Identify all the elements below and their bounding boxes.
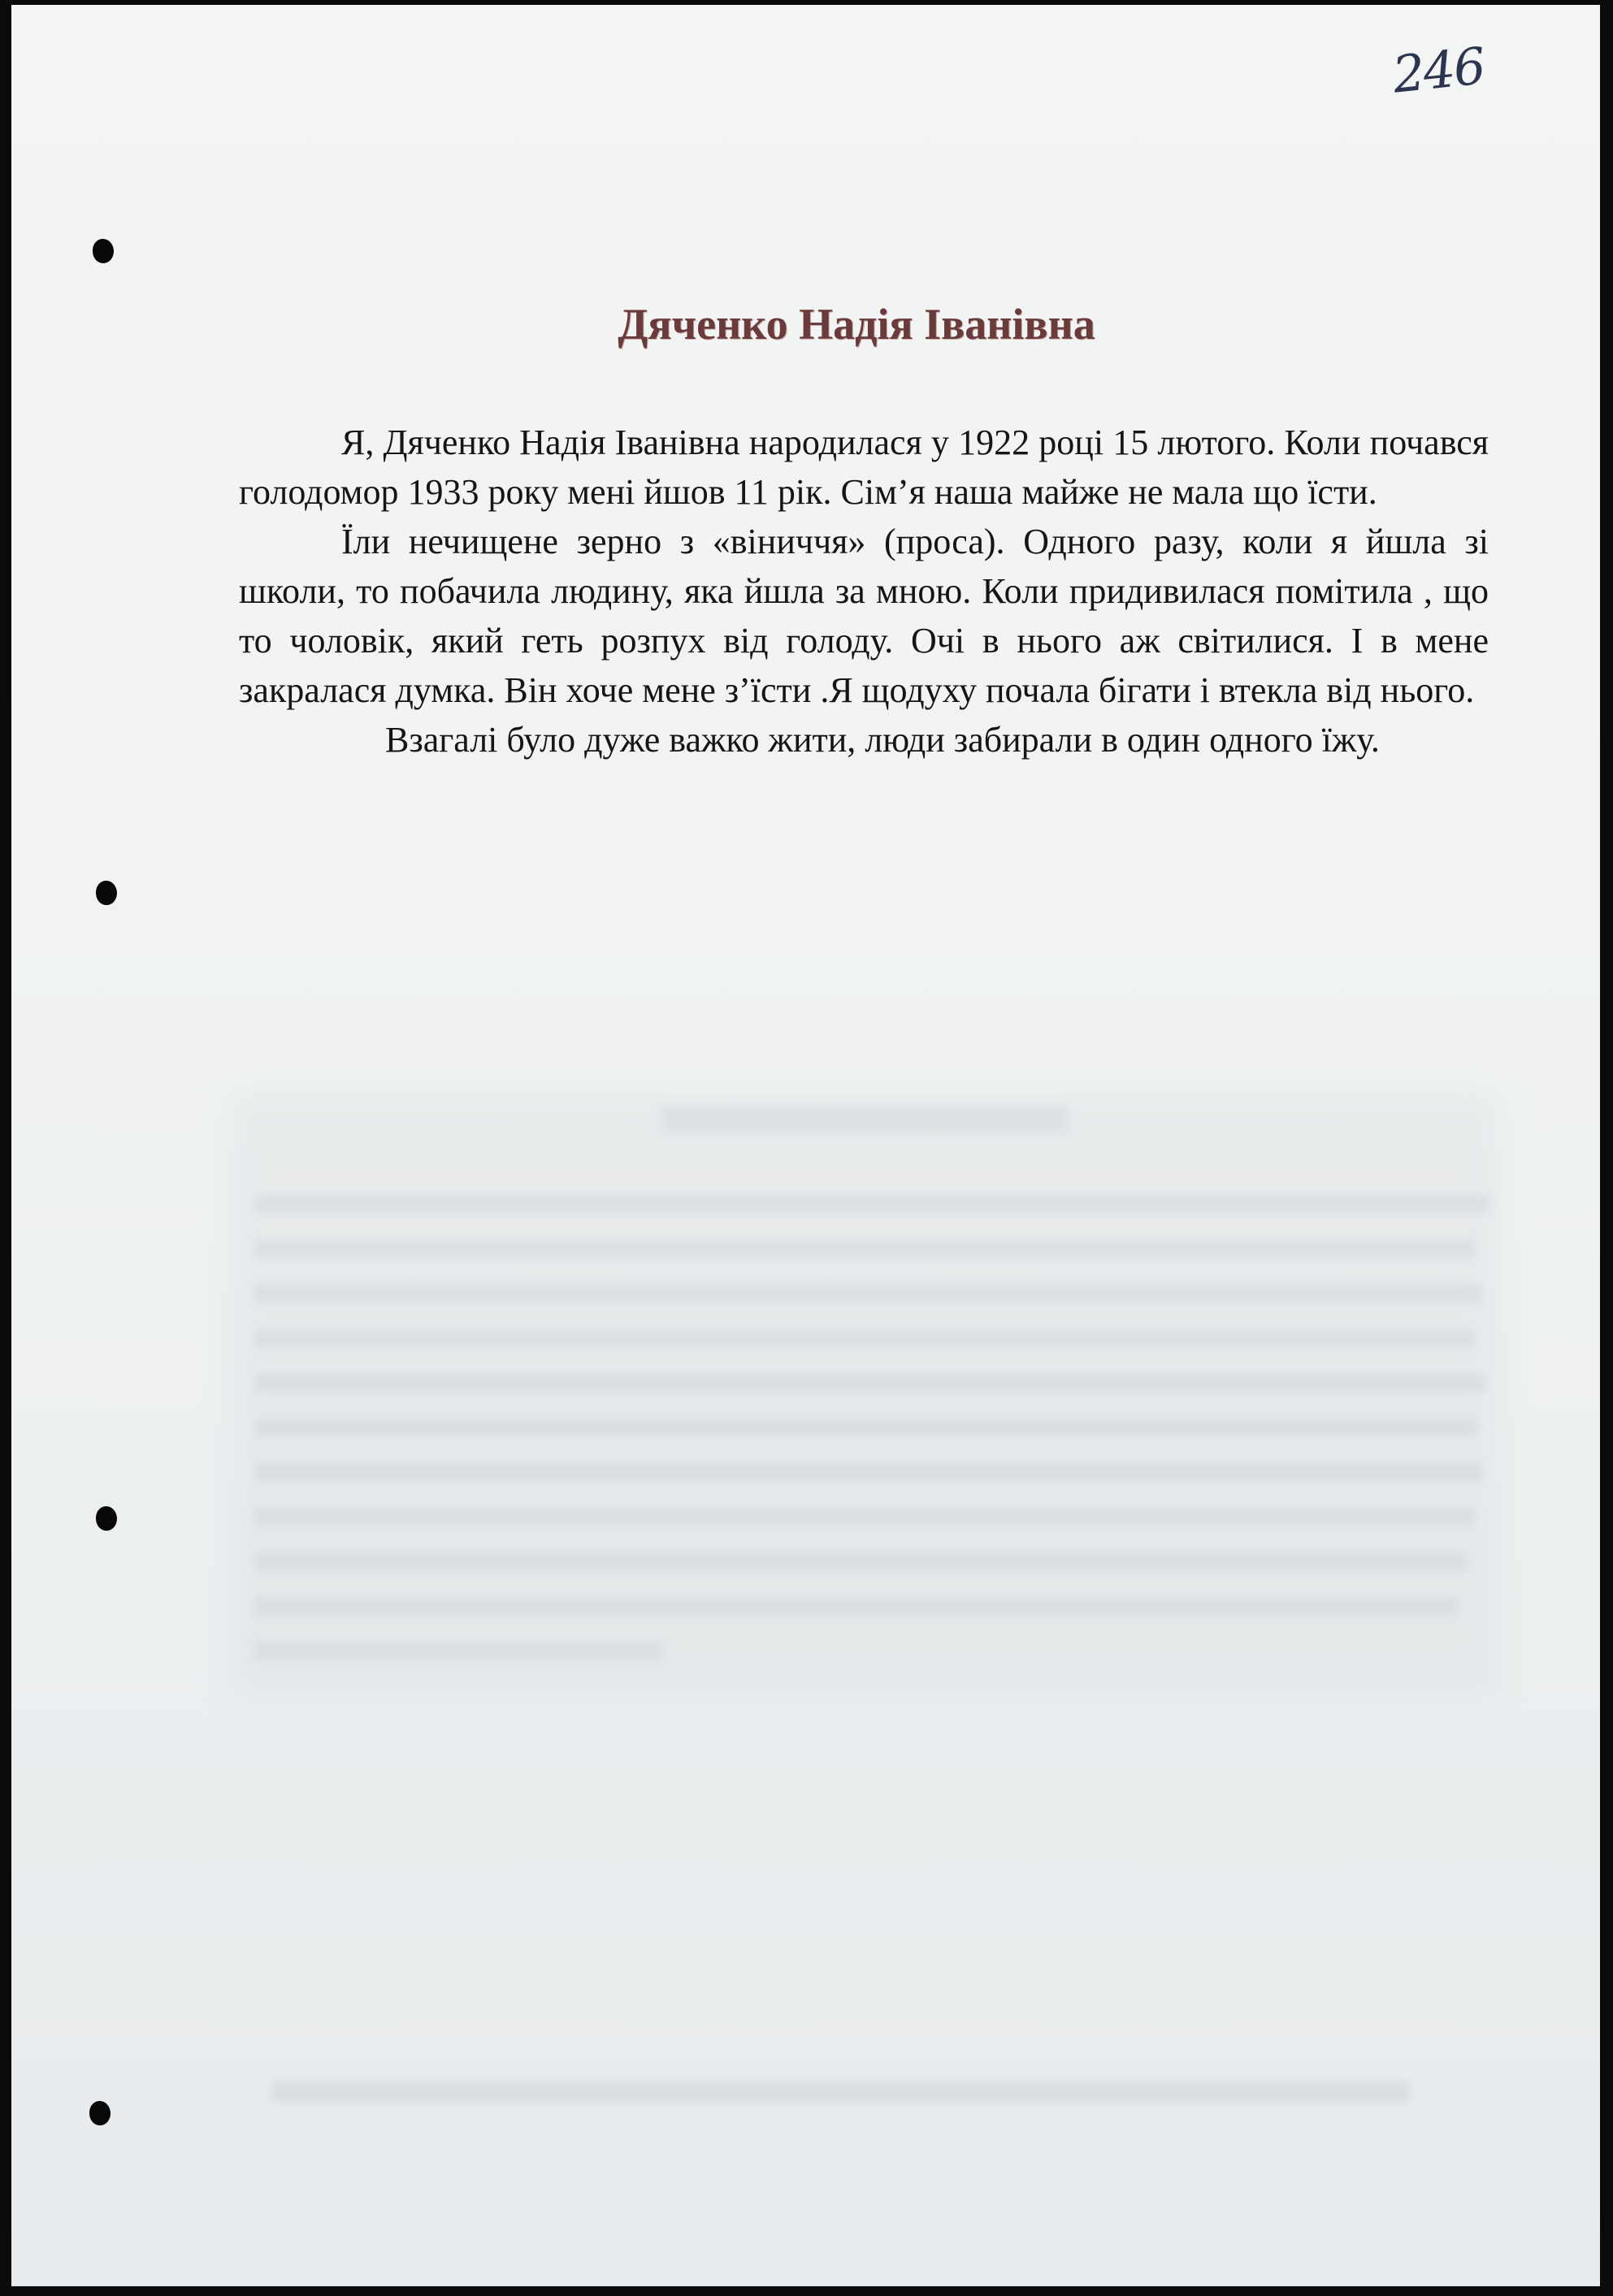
show-through-line (255, 1508, 1474, 1526)
paragraph: Їли нечищене зерно з «віниччя» (проса). Одного разу, коли я йшла зі школи, то побачила людину, яка йшла за мною. Коли придивилася помітила , що то чоловік, який геть розпух від голоду. Очі в нього аж світилися. І в мене закралася думка. Він хоче мене з’їсти .Я щодуху почала бігати і втекла від нього. (239, 522, 1489, 710)
show-through-line (255, 1597, 1458, 1615)
handwritten-page-number: 246 (1390, 36, 1487, 105)
show-through-line (255, 1195, 1490, 1213)
show-through-title (661, 1106, 1068, 1132)
document-title: Дяченко Надія Іванівна (618, 300, 1095, 349)
punch-hole (96, 1506, 117, 1531)
punch-hole (96, 881, 117, 905)
paragraph: Взагалі було дуже важко жити, люди забирали в один одного їжу. (385, 720, 1380, 760)
punch-hole (93, 239, 114, 263)
show-through-line (255, 1553, 1466, 1570)
show-through-line (255, 1240, 1474, 1258)
show-through-line (255, 1463, 1482, 1481)
show-through-footer (271, 2081, 1409, 2102)
testimony-text (239, 418, 1489, 765)
show-through-line (255, 1284, 1482, 1302)
show-through-line (255, 1419, 1478, 1436)
paragraph: Я, Дяченко Надія Іванівна народилася у 1922 році 15 лютого. Коли почався голодомор 1933 року мені йшов 11 рік. Сім’я наша майже не мала що їсти. (239, 422, 1489, 512)
punch-hole (89, 2101, 111, 2125)
show-through-line (255, 1329, 1474, 1347)
document-page (11, 5, 1600, 2286)
show-through-line (255, 1642, 661, 1660)
show-through-line (255, 1374, 1486, 1392)
